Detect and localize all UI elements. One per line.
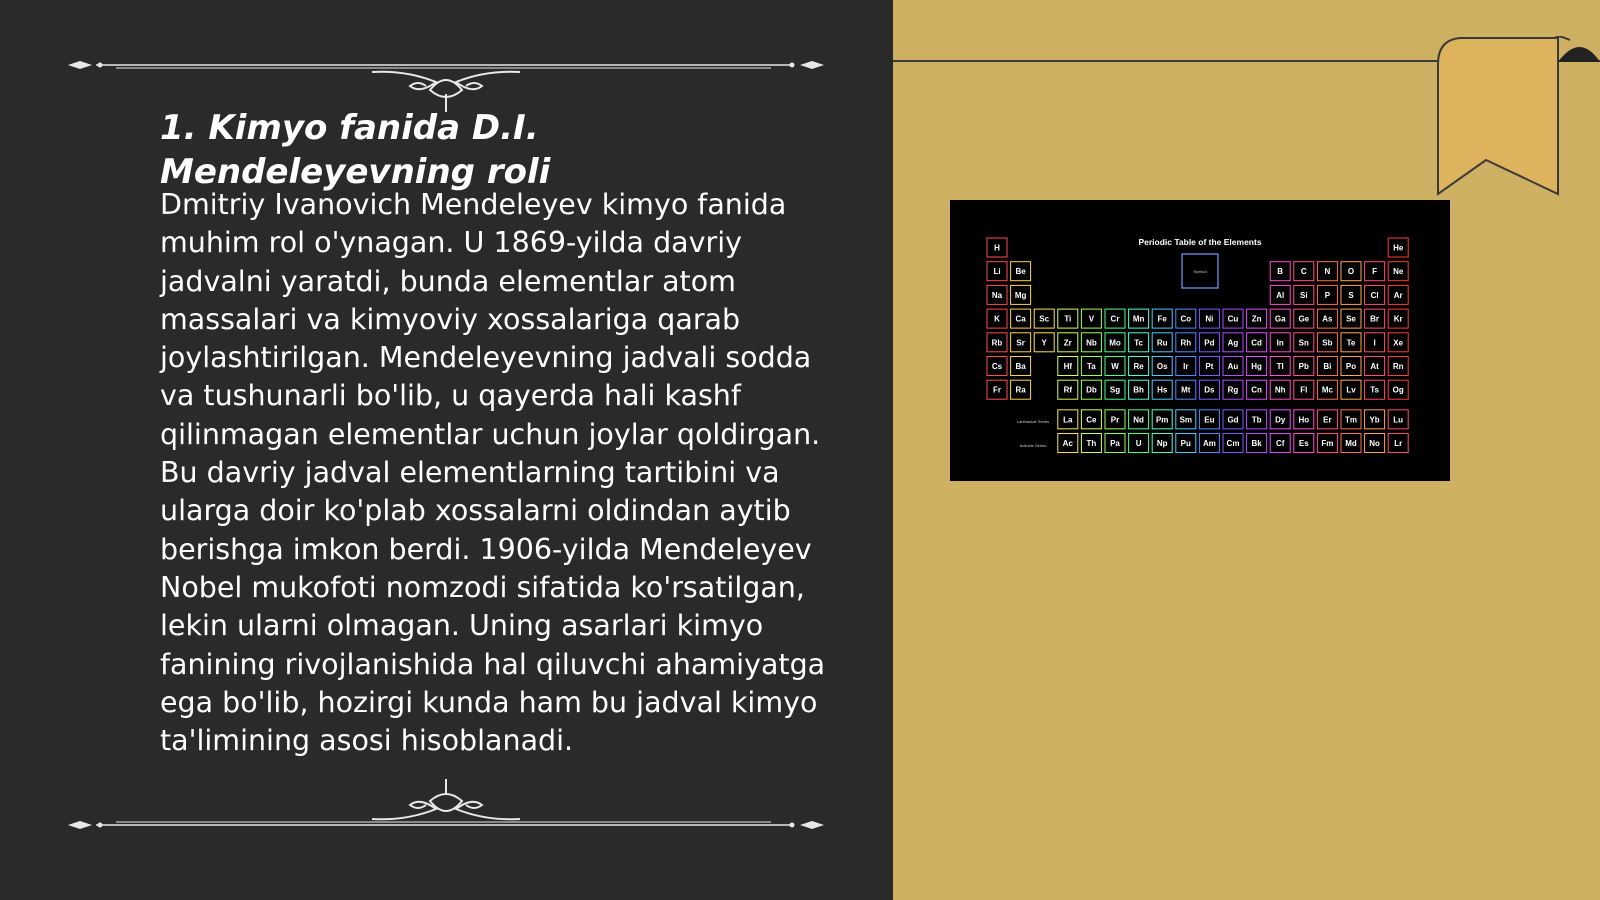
element-n: N (1324, 267, 1331, 277)
element-rf: Rf (1063, 385, 1073, 395)
element-ag: Ag (1227, 338, 1239, 348)
periodic-table-title: Periodic Table of the Elements (1138, 237, 1262, 247)
element-cn: Cn (1251, 385, 1262, 395)
element-pu: Pu (1180, 439, 1191, 449)
element-og: Og (1392, 385, 1404, 395)
element-cf: Cf (1275, 439, 1285, 449)
element-in: In (1276, 338, 1284, 348)
element-pb: Pb (1298, 362, 1309, 371)
element-na: Na (991, 290, 1003, 300)
element-rg: Rg (1227, 385, 1239, 395)
element-sg: Sg (1109, 385, 1121, 395)
element-th: Th (1086, 439, 1097, 449)
element-yb: Yb (1369, 415, 1380, 425)
element-ac: Ac (1062, 439, 1073, 449)
element-sn: Sn (1298, 338, 1309, 348)
element-al: Al (1276, 290, 1285, 300)
element-as: As (1322, 314, 1333, 324)
element-tb: Tb (1251, 415, 1262, 425)
element-v: V (1088, 314, 1095, 324)
lanthanide-series-label: Lanthanide Series (1016, 419, 1050, 424)
element-ar: Ar (1393, 290, 1403, 300)
element-pm: Pm (1155, 415, 1169, 425)
element-i: I (1373, 338, 1376, 348)
element-er: Er (1323, 415, 1332, 425)
element-cs: Cs (991, 362, 1003, 371)
element-po: Po (1345, 362, 1357, 371)
element-cu: Cu (1227, 314, 1239, 324)
element-eu: Eu (1204, 415, 1215, 425)
element-ru: Ru (1156, 338, 1168, 348)
element-cr: Cr (1110, 314, 1120, 324)
element-ds: Ds (1204, 385, 1215, 395)
periodic-table-image (950, 200, 1450, 481)
element-fm: Fm (1321, 439, 1334, 449)
element-bi: Bi (1323, 362, 1332, 371)
element-nh: Nh (1274, 385, 1286, 395)
element-ce: Ce (1086, 415, 1097, 425)
element-te: Te (1346, 338, 1356, 348)
element-ca: Ca (1015, 314, 1026, 324)
element-sc: Sc (1039, 314, 1050, 324)
element-f: F (1372, 267, 1378, 277)
slide-title: 1. Kimyo fanida D.I. Mendeleyevning roli (160, 108, 551, 192)
element-be: Be (1015, 267, 1026, 277)
element-sr: Sr (1016, 338, 1025, 348)
element-pt: Pt (1205, 362, 1214, 371)
element-p: P (1324, 290, 1331, 300)
element-li: Li (993, 267, 1001, 277)
element-sm: Sm (1179, 415, 1193, 425)
element-gd: Gd (1227, 415, 1239, 425)
element-am: Am (1202, 439, 1216, 449)
actinide-series-label: Actinide Series (1019, 443, 1047, 448)
element-y: Y (1041, 338, 1047, 348)
element-nb: Nb (1086, 338, 1097, 348)
bottom-ornament-divider (66, 775, 826, 835)
element-ta: Ta (1087, 362, 1096, 371)
element-au: Au (1227, 362, 1239, 371)
element-xe: Xe (1393, 338, 1404, 348)
element-es: Es (1298, 439, 1309, 449)
element-ne: Ne (1393, 267, 1404, 277)
element-ga: Ga (1274, 314, 1286, 324)
element-hs: Hs (1157, 385, 1168, 395)
element-co: Co (1180, 314, 1192, 324)
element-nd: Nd (1133, 415, 1144, 425)
element-ni: Ni (1205, 314, 1214, 324)
element-lr: Lr (1394, 439, 1403, 449)
element-hg: Hg (1251, 362, 1262, 371)
element-ge: Ge (1298, 314, 1310, 324)
element-mt: Mt (1181, 385, 1191, 395)
bookmark-ribbon-icon (1430, 36, 1600, 198)
element-rh: Rh (1180, 338, 1192, 348)
element-br: Br (1370, 314, 1380, 324)
element-cm: Cm (1226, 439, 1240, 449)
element-mc: Mc (1321, 385, 1333, 395)
element-tl: Tl (1276, 362, 1284, 371)
element-s: S (1348, 290, 1354, 300)
element-tc: Tc (1134, 338, 1143, 348)
element-hf: Hf (1063, 362, 1073, 371)
element-rb: Rb (991, 338, 1003, 348)
element-sb: Sb (1322, 338, 1333, 348)
element-no: No (1369, 439, 1380, 449)
element-ba: Ba (1015, 362, 1026, 371)
element-ir: Ir (1183, 362, 1189, 371)
element-fl: Fl (1300, 385, 1308, 395)
element-pr: Pr (1110, 415, 1120, 425)
element-la: La (1063, 415, 1073, 425)
element-bk: Bk (1251, 439, 1262, 449)
element-re: Re (1133, 362, 1144, 371)
element-mg: Mg (1014, 290, 1027, 300)
element-se: Se (1346, 314, 1356, 324)
element-mn: Mn (1132, 314, 1145, 324)
element-zr: Zr (1063, 338, 1072, 348)
element-rn: Rn (1392, 362, 1404, 371)
element-fr: Fr (993, 385, 1001, 395)
legend-symbol-label: Symbol (1193, 269, 1207, 274)
element-b: B (1277, 267, 1284, 277)
element-md: Md (1345, 439, 1357, 449)
element-k: K (994, 314, 1000, 324)
element-w: W (1111, 362, 1119, 371)
element-mo: Mo (1109, 338, 1121, 348)
element-kr: Kr (1393, 314, 1403, 324)
element-db: Db (1086, 385, 1097, 395)
element-cd: Cd (1251, 338, 1262, 348)
element-ra: Ra (1015, 385, 1026, 395)
element-lv: Lv (1346, 385, 1356, 395)
element-u: U (1135, 439, 1142, 449)
element-bh: Bh (1133, 385, 1144, 395)
element-ti: Ti (1064, 314, 1072, 324)
element-tm: Tm (1345, 415, 1357, 425)
periodic-table-graphic (950, 200, 1450, 481)
element-si: Si (1300, 290, 1308, 300)
element-at: At (1370, 362, 1379, 371)
element-ts: Ts (1370, 385, 1379, 395)
slide-body-text: Dmitriy Ivanovich Mendeleyev kimyo fanida muhim rol o'ynagan. U 1869-yilda davriy jadvalni yaratdi, bunda elementlar atom massalari va kimyoviy xossalariga qarab joylashtirilgan. Mendeleyevning jadvali sodda va tushunarli bo'lib, u qayerda hali kashf qilinmagan elementlar uchun joylar qoldirgan. Bu davriy jadval elementlarning tartibini va ularga doir ko'plab xossalarni oldindan aytib berishga imkon berdi. 1906-yilda Mendeleyev Nobel mukofoti nomzodi sifatida ko'rsatilgan, lekin ularni olmagan. Uning asarlari kimyo fanining rivojlanishida hal qiluvchi ahamiyatga ega bo'lib, hozirgi kunda ham bu jadval kimyo ta'limining asosi hisoblanadi. (160, 188, 826, 758)
element-h: H (994, 243, 1000, 253)
element-fe: Fe (1157, 314, 1167, 324)
element-np: Np (1156, 439, 1168, 449)
element-he: He (1393, 243, 1404, 253)
element-c: C (1300, 267, 1307, 277)
element-pa: Pa (1110, 439, 1120, 449)
element-cl: Cl (1370, 290, 1379, 300)
element-dy: Dy (1275, 415, 1286, 425)
element-pd: Pd (1204, 338, 1215, 348)
element-o: O (1347, 267, 1355, 277)
element-lu: Lu (1393, 415, 1404, 425)
element-ho: Ho (1298, 415, 1310, 425)
element-os: Os (1156, 362, 1168, 371)
element-zn: Zn (1251, 314, 1262, 324)
